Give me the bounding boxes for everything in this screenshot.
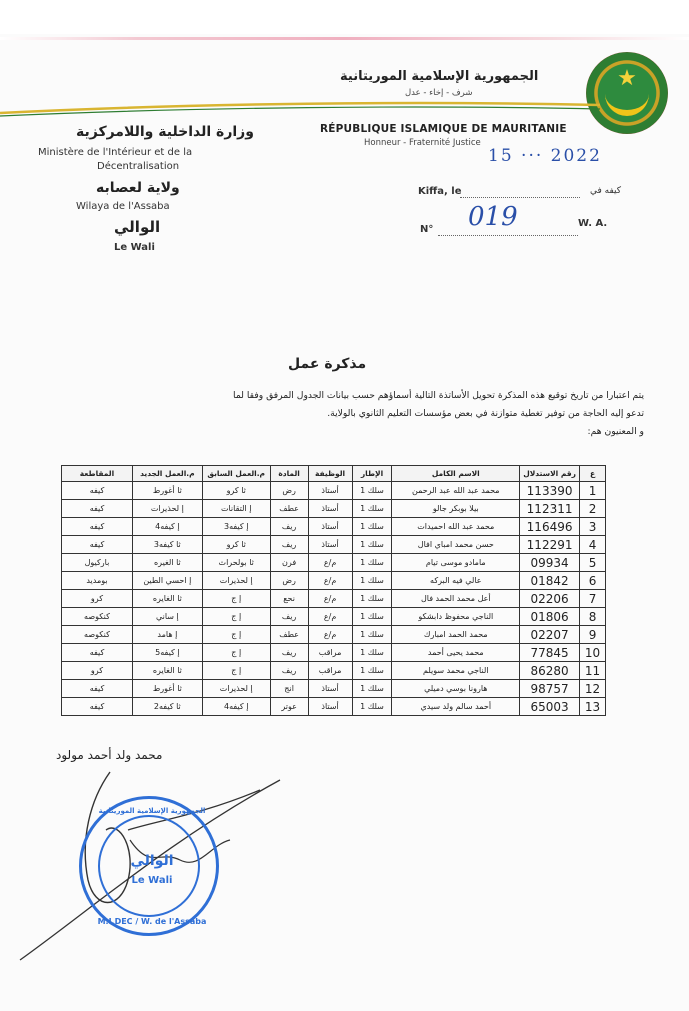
table-row	[62, 518, 606, 536]
cell-index: 9	[580, 626, 606, 644]
wali-title-ar: الوالي	[114, 218, 161, 236]
cell-subject: عطف	[270, 626, 308, 644]
cell-function: أستاذ	[308, 536, 352, 554]
cell-new-post: إ ساني	[132, 608, 202, 626]
cell-cadre: سلك 1	[352, 698, 392, 716]
col-header-full-name: الاسم الكامل	[392, 466, 520, 482]
memo-paragraph-line2: تدعو إليه الحاجة من توفير تغطية متوازنة في بعض مؤسسات التعليم الثانوي بالولاية.	[327, 408, 644, 419]
cell-district: كيفه	[62, 698, 133, 716]
cell-function: أستاذ	[308, 500, 352, 518]
cell-cadre: سلك 1	[352, 662, 392, 680]
cell-index: 11	[580, 662, 606, 680]
cell-full-name: أعل محمد الحمد فال	[392, 590, 520, 608]
col-header-function: الوظيفة	[308, 466, 352, 482]
cell-full-name: محمد الحمد امبارك	[392, 626, 520, 644]
stamp-bottom-text: M.I.DEC / W. de l'Assaba	[97, 917, 207, 926]
col-header-new-post: م.العمل الجديد	[132, 466, 202, 482]
col-header-cadre: الإطار	[352, 466, 392, 482]
cell-index: 7	[580, 590, 606, 608]
table-header-row	[62, 466, 606, 482]
cell-index: 2	[580, 500, 606, 518]
number-label: N°	[420, 224, 434, 235]
cell-full-name: أحمد سالم ولد سيدي	[392, 698, 520, 716]
cell-new-post: إ هامد	[132, 626, 202, 644]
table-row	[62, 590, 606, 608]
cell-district: كرو	[62, 662, 133, 680]
cell-subject: ريف	[270, 644, 308, 662]
cell-index: 1	[580, 482, 606, 500]
cell-previous-post: إ ج	[202, 590, 270, 608]
cell-district: كيفه	[62, 644, 133, 662]
cell-full-name: الناجي محمد سويلم	[392, 662, 520, 680]
cell-cadre: سلك 1	[352, 536, 392, 554]
cell-district: كيفه	[62, 500, 133, 518]
cell-full-name: الناجي محفوظ دابشكو	[392, 608, 520, 626]
cell-function: م/ع	[308, 626, 352, 644]
cell-matricule: 09934	[520, 554, 580, 572]
wilaya-name-fr: Wilaya de l'Assaba	[76, 201, 170, 212]
table-row	[62, 500, 606, 518]
cell-subject: رض	[270, 482, 308, 500]
cell-matricule: 77845	[520, 644, 580, 662]
cell-full-name: بيلا بوبكر جالو	[392, 500, 520, 518]
cell-new-post: ثا أغورط	[132, 482, 202, 500]
emblem-star-icon: ★	[617, 66, 637, 91]
cell-matricule: 02207	[520, 626, 580, 644]
cell-full-name: هارونا بوسي دميلي	[392, 680, 520, 698]
ministry-name-ar: وزارة الداخلية واللامركزية	[76, 124, 254, 140]
cell-district: كنكوصه	[62, 608, 133, 626]
cell-function: م/ع	[308, 554, 352, 572]
cell-full-name: محمد عبد الله عبد الرحمن	[392, 482, 520, 500]
cell-new-post: إ كيفه4	[132, 518, 202, 536]
cell-previous-post: إ لحذيرات	[202, 572, 270, 590]
signatory-name: محمد ولد أحمد مولود	[56, 748, 163, 762]
cell-subject: ريف	[270, 662, 308, 680]
cell-function: أستاذ	[308, 698, 352, 716]
cell-matricule: 01842	[520, 572, 580, 590]
cell-subject: نحع	[270, 590, 308, 608]
cell-cadre: سلك 1	[352, 518, 392, 536]
cell-function: م/ع	[308, 608, 352, 626]
cell-cadre: سلك 1	[352, 608, 392, 626]
cell-district: كيفه	[62, 536, 133, 554]
table-row	[62, 680, 606, 698]
cell-function: أستاذ	[308, 680, 352, 698]
table-row	[62, 572, 606, 590]
cell-function: مراقب	[308, 662, 352, 680]
cell-index: 4	[580, 536, 606, 554]
table-row	[62, 698, 606, 716]
cell-full-name: محمد عبد الله احميدات	[392, 518, 520, 536]
cell-matricule: 65003	[520, 698, 580, 716]
cell-cadre: سلك 1	[352, 500, 392, 518]
cell-matricule: 112291	[520, 536, 580, 554]
cell-full-name: محمد يحيى أحمد	[392, 644, 520, 662]
cell-matricule: 112311	[520, 500, 580, 518]
cell-function: م/ع	[308, 572, 352, 590]
cell-previous-post: ثا كرو	[202, 536, 270, 554]
col-header-index: ع	[580, 466, 606, 482]
cell-subject: ريف	[270, 608, 308, 626]
cell-matricule: 01806	[520, 608, 580, 626]
cell-subject: ريف	[270, 518, 308, 536]
memo-paragraph-line3: و المعنيون هم:	[587, 426, 644, 437]
handwritten-number: 019	[468, 202, 518, 232]
cell-previous-post: إ لحذيرات	[202, 680, 270, 698]
number-dotted-line	[438, 234, 578, 236]
cell-subject: فرن	[270, 554, 308, 572]
cell-new-post: إ احسي الطين	[132, 572, 202, 590]
cell-subject: ريف	[270, 536, 308, 554]
cell-subject: عطف	[270, 500, 308, 518]
cell-district: كيفه	[62, 518, 133, 536]
cell-previous-post: إ التقانات	[202, 500, 270, 518]
stamp-center-ar: الوالي	[130, 853, 174, 869]
motto-ar: شرف - إخاء - عدل	[405, 88, 473, 98]
republic-title-fr: RÉPUBLIQUE ISLAMIQUE DE MAURITANIE	[320, 123, 567, 135]
date-dotted-line	[460, 196, 580, 198]
cell-full-name: مامادو موسى تيام	[392, 554, 520, 572]
table-row	[62, 608, 606, 626]
city-date-label: Kiffa, le	[418, 186, 462, 197]
stamp-top-text: الجمهورية الإسلامية الموريتانية	[98, 807, 206, 815]
table-row	[62, 554, 606, 572]
stamp-center-fr: Le Wali	[131, 875, 173, 886]
transfer-table	[61, 465, 606, 716]
cell-district: بومديد	[62, 572, 133, 590]
cell-previous-post: إ ج	[202, 608, 270, 626]
cell-new-post: إ لحذيرات	[132, 500, 202, 518]
cell-previous-post: إ كيفه4	[202, 698, 270, 716]
cell-function: أستاذ	[308, 482, 352, 500]
cell-cadre: سلك 1	[352, 680, 392, 698]
cell-index: 5	[580, 554, 606, 572]
cell-function: م/ع	[308, 590, 352, 608]
cell-subject: رض	[270, 572, 308, 590]
cell-matricule: 98757	[520, 680, 580, 698]
cell-previous-post: ثا بولحراث	[202, 554, 270, 572]
cell-new-post: ثا الغايره	[132, 662, 202, 680]
col-header-subject: المادة	[270, 466, 308, 482]
memo-paragraph-line1: يتم اعتبارا من تاريخ توقيع هذه المذكرة تحويل الأساتذة التالية أسماؤهم حسب بيانات الجدول المرفق وفقا لما	[233, 390, 644, 401]
cell-function: أستاذ	[308, 518, 352, 536]
cell-previous-post: إ ج	[202, 644, 270, 662]
cell-subject: عوتر	[270, 698, 308, 716]
cell-new-post: ثا كيفه3	[132, 536, 202, 554]
cell-full-name: حسن محمد امباي افال	[392, 536, 520, 554]
col-header-matricule: رقم الاستدلال	[520, 466, 580, 482]
table-row	[62, 626, 606, 644]
cell-matricule: 02206	[520, 590, 580, 608]
table-row	[62, 482, 606, 500]
col-header-previous-post: م.العمل السابق	[202, 466, 270, 482]
national-emblem	[586, 52, 668, 134]
header-curve	[0, 95, 620, 119]
cell-cadre: سلك 1	[352, 644, 392, 662]
cell-index: 6	[580, 572, 606, 590]
table-row	[62, 644, 606, 662]
cell-full-name: عالي فيه البركه	[392, 572, 520, 590]
cell-index: 3	[580, 518, 606, 536]
cell-new-post: ثا الغيره	[132, 554, 202, 572]
number-suffix: W. A.	[578, 218, 608, 229]
motto-fr: Honneur - Fraternité Justice	[364, 138, 481, 148]
cell-cadre: سلك 1	[352, 590, 392, 608]
cell-new-post: ثا كيفه2	[132, 698, 202, 716]
cell-matricule: 116496	[520, 518, 580, 536]
cell-subject: انج	[270, 680, 308, 698]
cell-index: 8	[580, 608, 606, 626]
cell-district: كيفه	[62, 680, 133, 698]
ministry-name-fr-line1: Ministère de l'Intérieur et de la	[38, 147, 193, 158]
col-header-district: المقاطعة	[62, 466, 133, 482]
cell-cadre: سلك 1	[352, 626, 392, 644]
wali-title-fr: Le Wali	[114, 242, 155, 253]
cell-previous-post: إ ج	[202, 662, 270, 680]
cell-district: كرو	[62, 590, 133, 608]
wilaya-name-ar: ولاية لعصابه	[96, 180, 180, 196]
cell-previous-post: ثا كرو	[202, 482, 270, 500]
cell-previous-post: إ كيفه3	[202, 518, 270, 536]
cell-function: مراقب	[308, 644, 352, 662]
republic-title-ar: الجمهورية الإسلامية الموريتانية	[340, 69, 539, 84]
cell-index: 13	[580, 698, 606, 716]
cell-cadre: سلك 1	[352, 482, 392, 500]
cell-new-post: ثا أغورط	[132, 680, 202, 698]
ministry-name-fr-line2: Décentralisation	[97, 161, 180, 172]
cell-index: 10	[580, 644, 606, 662]
top-ribbon	[0, 37, 689, 40]
official-stamp	[79, 796, 219, 936]
handwritten-date: 15 ··· 2022	[488, 146, 602, 166]
cell-district: كنكوصه	[62, 626, 133, 644]
cell-cadre: سلك 1	[352, 572, 392, 590]
cell-new-post: إ كيفه5	[132, 644, 202, 662]
table-row	[62, 662, 606, 680]
table-row	[62, 536, 606, 554]
cell-district: كيفه	[62, 482, 133, 500]
cell-cadre: سلك 1	[352, 554, 392, 572]
cell-previous-post: إ ج	[202, 626, 270, 644]
city-date-label-ar: كيفه في	[590, 186, 622, 196]
cell-district: باركيول	[62, 554, 133, 572]
cell-matricule: 86280	[520, 662, 580, 680]
top-blank-bar	[0, 0, 689, 34]
cell-new-post: ثا الغايره	[132, 590, 202, 608]
cell-matricule: 113390	[520, 482, 580, 500]
memo-title: مذكرة عمل	[288, 356, 367, 372]
cell-index: 12	[580, 680, 606, 698]
